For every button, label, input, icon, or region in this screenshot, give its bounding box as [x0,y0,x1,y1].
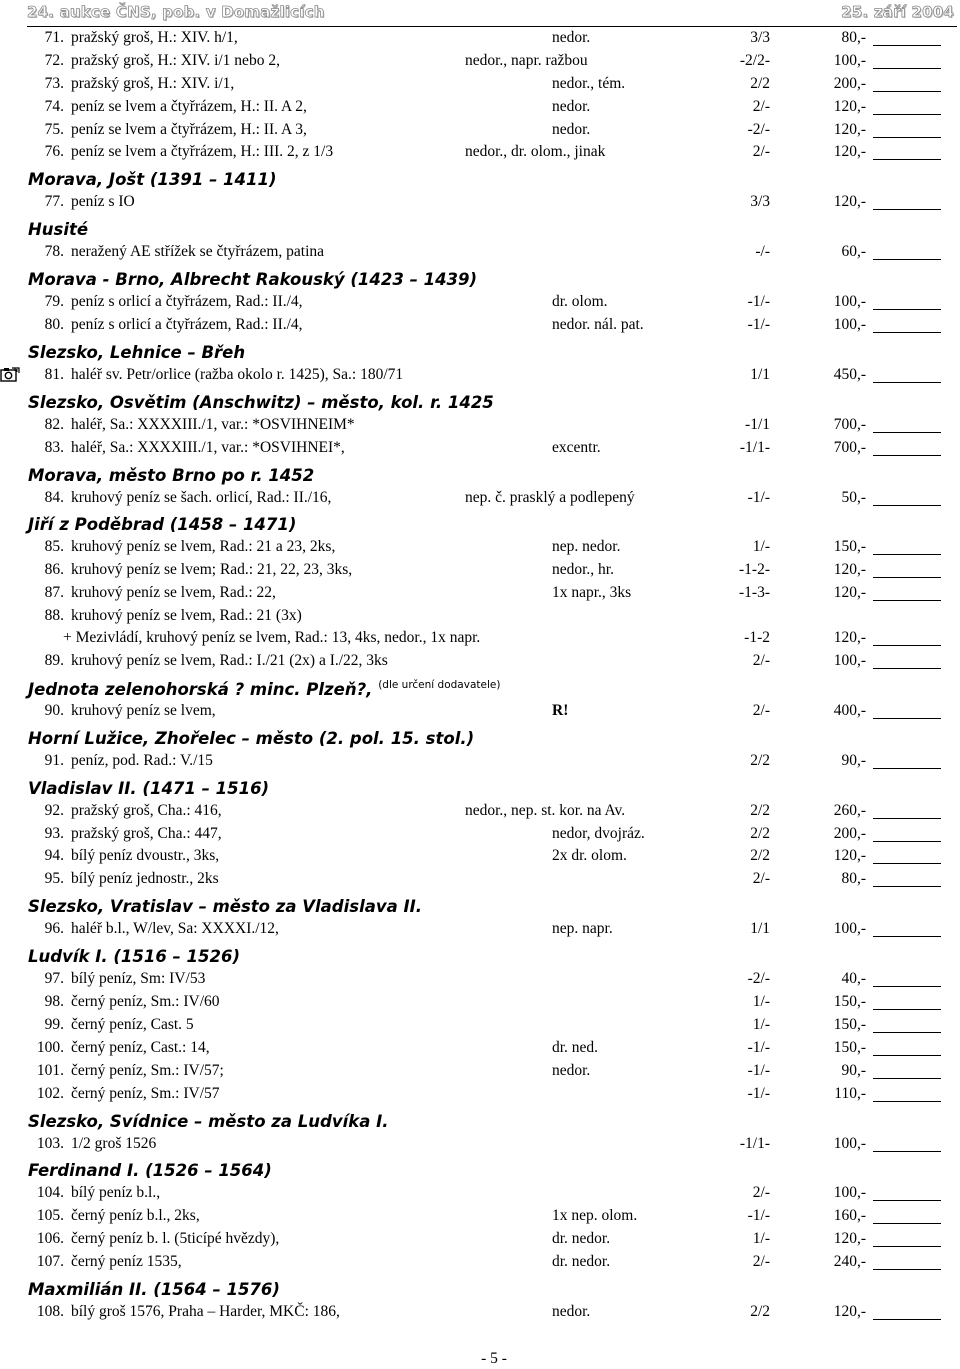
lot-description: kruhový peníz se šach. orlicí, Rad.: II./16, [71,488,332,506]
lot-grade: -1/- [747,293,770,311]
lot-condition: 2x dr. olom. [552,847,627,865]
coin-photo-icon [0,367,20,382]
lot-grade: 2/- [752,97,770,115]
lot-price: 200,- [833,824,866,842]
bid-line[interactable] [873,863,941,864]
lot-description: haléř, Sa.: XXXXIII./1, var.: *OSVIHNEI*, [71,438,345,456]
lot-description: bílý peníz b.l., [71,1184,161,1202]
lot-description: pražský groš, Cha.: 447, [71,824,222,842]
lot-row [0,558,960,581]
bid-line[interactable] [873,818,941,819]
lot-condition: nep. nedor. [552,538,621,556]
lot-price: 100,- [833,920,866,938]
lot-grade: -1/- [747,1061,770,1079]
lot-description: neražený AE střížek se čtyřrázem, patina [71,243,325,261]
lot-grade: -1/1- [739,1134,770,1152]
section-heading [0,672,960,699]
lot-condition: nedor. [552,1061,591,1079]
section-title: Jednota zelenohorská ? minc. Plzeň?, $^{(dle určení dodavatele)}$ [28,678,501,699]
lot-grade: -1/- [747,488,770,506]
lot-grade: -1/- [747,1084,770,1102]
lot-grade: -1/1 [745,415,770,433]
lot-price: 120,- [833,847,866,865]
lot-row [0,699,960,722]
lot-row [0,95,960,118]
lot-row [0,649,960,672]
lot-grade: 2/2 [750,801,770,819]
lot-number: 77. [44,193,64,211]
lot-condition: dr. nedor. [552,1253,611,1271]
lot-row [0,1181,960,1204]
lot-number: 90. [44,701,64,719]
lot-row [0,290,960,313]
lot-description: černý peníz, Sm.: IV/57; [71,1061,224,1079]
section-title: Slezsko, Vratislav – město za Vladislava II. [28,897,423,917]
lot-grade: -1/- [747,1207,770,1225]
lot-row [0,436,960,459]
bid-line[interactable] [873,1200,941,1201]
lot-price: 100,- [833,1184,866,1202]
section-title: Slezsko, Osvětim (Anschwitz) – město, kol. r. 1425 [28,392,494,412]
lot-price: 100,- [833,293,866,311]
lot-grade: 2/2 [750,751,770,769]
lot-grade: -1/1- [739,438,770,456]
section-title: Husité [28,220,89,240]
lot-price: 700,- [833,438,866,456]
lot-price: 90,- [841,751,866,769]
lot-description: černý peníz, Sm.: IV/57 [71,1084,220,1102]
lot-price: 150,- [833,1015,866,1033]
section-heading [0,508,960,535]
lot-grade: 2/2 [750,1302,770,1320]
bid-line[interactable] [873,432,941,433]
lot-number: 107. [36,1253,64,1271]
lot-price: 120,- [833,97,866,115]
lot-row [0,990,960,1013]
section-title: Horní Lužice, Zhořelec – město (2. pol. 15. stol.) [28,728,475,748]
lot-price: 260,- [833,801,866,819]
lot-condition: nedor. [552,1302,591,1320]
lot-addendum-text: + Mezivládí, kruhový peníz se lvem, Rad.: 13, 4ks, nedor., 1x napr. [63,629,481,647]
lot-price: 160,- [833,1207,866,1225]
lot-row [0,1013,960,1036]
lot-number: 83. [44,438,64,456]
lot-price: 120,- [833,629,866,647]
lot-price: 150,- [833,993,866,1011]
lot-condition: 1x nep. olom. [552,1207,638,1225]
lot-number: 88. [44,607,64,625]
lot-row [0,1059,960,1082]
lot-row [0,604,960,627]
lot-description: peníz se lvem a čtyřrázem, H.: II. A 2, [71,97,307,115]
lot-description: černý peníz, Cast.: 14, [71,1038,210,1056]
lot-price: 110,- [834,1084,866,1102]
section-title: Jiří z Poděbrad (1458 – 1471) [28,515,297,535]
lot-description: haléř b.l., W/lev, Sa: XXXXI./12, [71,920,279,938]
section-heading [0,459,960,486]
lot-price: 240,- [833,1253,866,1271]
bid-line[interactable] [873,45,941,46]
lot-number: 86. [44,561,64,579]
bid-line[interactable] [873,1032,941,1033]
lot-grade: 2/2 [750,847,770,865]
lot-grade: 1/- [752,538,770,556]
bid-line[interactable] [873,505,941,506]
lot-row [0,26,960,49]
bid-line[interactable] [873,309,941,310]
section-title: Slezsko, Svídnice – město za Ludvíka I. [28,1111,389,1131]
section-heading [0,1273,960,1300]
lot-row [0,72,960,95]
lot-condition: nedor., nep. st. kor. na Av. [465,801,626,819]
lot-number: 102. [36,1084,64,1102]
lot-addendum [0,627,960,649]
lot-description: bílý peníz dvoustr., 3ks, [71,847,220,865]
lot-row [0,1036,960,1059]
lot-number: 97. [44,970,64,988]
lot-number: 76. [44,143,64,161]
bid-line[interactable] [873,645,941,646]
section-heading [0,1154,960,1181]
lot-grade: 2/- [752,1184,770,1202]
lot-number: 106. [36,1230,64,1248]
lot-number: 100. [36,1038,64,1056]
lot-number: 96. [44,920,64,938]
lot-price: 100,- [833,1134,866,1152]
lot-description: pražský groš, Cha.: 416, [71,801,222,819]
lot-price: 700,- [833,415,866,433]
lot-description: bílý peníz jednostr., 2ks [71,870,219,888]
lot-grade: 1/- [752,993,770,1011]
section-title: Morava - Brno, Albrecht Rakouský (1423 – 1439) [28,270,478,290]
lot-grade: 3/3 [750,193,770,211]
lot-number: 71. [44,29,64,46]
lot-grade: 1/1 [750,365,770,383]
lot-price: 100,- [833,316,866,334]
lot-description: pražský groš, H.: XIV. i/1, [71,74,235,92]
lot-grade: 2/- [752,701,770,719]
lot-grade: -2/2- [739,51,770,69]
lot-price: 150,- [833,538,866,556]
lot-price: 150,- [833,1038,866,1056]
lot-description: kruhový peníz se lvem, Rad.: 21 a 23, 2ks, [71,538,336,556]
bid-line[interactable] [873,554,941,555]
lot-description: bílý groš 1576, Praha – Harder, MKČ: 186, [71,1302,340,1320]
bid-line[interactable] [873,936,941,937]
lot-description: kruhový peníz se lvem, Rad.: I./21 (2x) a I./22, 3ks [71,652,388,670]
lot-condition: nedor, dvojráz. [552,824,645,842]
lot-description: peníz s orlicí a čtyřrázem, Rad.: II./4, [71,316,303,334]
lot-grade: 2/2 [750,824,770,842]
bid-line[interactable] [873,1151,941,1152]
lot-description: pražský groš, H.: XIV. h/1, [71,29,238,46]
lot-number: 93. [44,824,64,842]
lot-grade: 2/- [752,1253,770,1271]
lot-description: černý peníz, Sm.: IV/60 [71,993,220,1011]
lot-description: kruhový peníz se lvem, [71,701,216,719]
lot-number: 99. [44,1015,64,1033]
lot-condition: nedor. nál. pat. [552,316,644,334]
lot-description: pražský groš, H.: XIV. i/1 nebo 2, [71,51,280,69]
bid-line[interactable] [873,382,941,383]
lot-number: 73. [44,74,64,92]
lot-number: 74. [44,97,64,115]
lot-price: 120,- [833,193,866,211]
lot-condition: nedor., napr. ražbou [465,51,588,69]
lot-price: 90,- [841,1061,866,1079]
lot-condition: 1x napr., 3ks [552,584,632,602]
lot-condition: R! [552,701,569,719]
section-title: Maxmilián II. (1564 – 1576) [28,1279,280,1299]
bid-line[interactable] [873,114,941,115]
lot-row [0,49,960,72]
section-heading [0,213,960,240]
header-auction-title: 24. aukce ČNS, pob. v Domažlicích [27,3,325,21]
lot-row [0,313,960,336]
lot-condition: nedor., hr. [552,561,614,579]
lot-grade: 2/- [752,143,770,161]
lot-price: 120,- [833,1302,866,1320]
lot-row [0,822,960,845]
lot-grade: -2/- [747,970,770,988]
bid-line[interactable] [873,1223,941,1224]
lot-row [0,363,960,386]
lot-condition: nedor., dr. olom., jinak [465,143,606,161]
lot-list [0,26,960,1323]
bid-line[interactable] [873,600,941,601]
lot-grade: -1-3- [739,584,770,602]
section-heading [0,722,960,749]
lot-description: černý peníz, Cast. 5 [71,1015,194,1033]
lot-description: peníz se lvem a čtyřrázem, H.: III. 2, z 1/3 [71,143,334,161]
lot-number: 87. [44,584,64,602]
lot-price: 80,- [841,870,866,888]
bid-line[interactable] [873,1009,941,1010]
lot-description: peníz s IO [71,193,135,211]
lot-number: 79. [44,293,64,311]
lot-number: 104. [36,1184,64,1202]
lot-description: haléř, Sa.: XXXXIII./1, var.: *OSVIHNEIM* [71,415,355,433]
bid-line[interactable] [873,577,941,578]
bid-line[interactable] [873,137,941,138]
lot-grade: -1/- [747,316,770,334]
section-title: Morava, Jošt (1391 – 1411) [28,170,277,190]
lot-condition: nedor. [552,29,591,46]
bid-line[interactable] [873,68,941,69]
section-note: (dle určení dodavatele) [378,678,501,691]
lot-grade: 1/- [752,1230,770,1248]
section-heading [0,336,960,363]
lot-number: 80. [44,316,64,334]
lot-row [0,967,960,990]
lot-row [0,118,960,141]
lot-number: 89. [44,652,64,670]
lot-description: kruhový peníz se lvem; Rad.: 21, 22, 23, 3ks, [71,561,353,579]
lot-description: kruhový peníz se lvem, Rad.: 21 (3x) [71,607,302,625]
lot-number: 103. [36,1134,64,1152]
page-number: - 5 - [481,1350,507,1367]
lot-condition: nedor. [552,120,591,138]
bid-line[interactable] [873,1078,941,1079]
bid-line[interactable] [873,1101,941,1102]
bid-line[interactable] [873,768,941,769]
lot-grade: -1-2 [744,629,770,647]
lot-number: 75. [44,120,64,138]
lot-row [0,1204,960,1227]
lot-condition: dr. ned. [552,1038,599,1056]
lot-row [0,581,960,604]
lot-number: 85. [44,538,64,556]
lot-number: 95. [44,870,64,888]
lot-row [0,413,960,436]
lot-number: 98. [44,993,64,1011]
bid-line[interactable] [873,718,941,719]
lot-number: 108. [36,1302,64,1320]
lot-condition: nedor., tém. [552,74,626,92]
lot-number: 94. [44,847,64,865]
lot-price: 120,- [833,561,866,579]
lot-description: bílý peníz, Sm: IV/53 [71,970,206,988]
lot-row [0,1250,960,1273]
section-heading [0,163,960,190]
section-heading [0,1105,960,1132]
lot-description: 1/2 groš 1526 [71,1134,157,1152]
section-heading [0,940,960,967]
bid-line[interactable] [873,1319,941,1320]
lot-price: 40,- [841,970,866,988]
lot-grade: -1/- [747,1038,770,1056]
lot-number: 101. [36,1061,64,1079]
lot-row [0,190,960,213]
bid-line[interactable] [873,668,941,669]
lot-description: kruhový peníz se lvem, Rad.: 22, [71,584,276,602]
section-title: Ferdinand I. (1526 – 1564) [28,1161,272,1181]
bid-line[interactable] [873,455,941,456]
lot-row [0,844,960,867]
lot-price: 120,- [833,143,866,161]
lot-grade: 3/3 [750,29,770,46]
lot-row [0,799,960,822]
lot-description: peníz, pod. Rad.: V./15 [71,751,213,769]
lot-description: haléř sv. Petr/orlice (ražba okolo r. 1425), Sa.: 180/71 [71,365,404,383]
section-heading [0,386,960,413]
lot-row [0,1227,960,1250]
section-heading [0,890,960,917]
bid-line[interactable] [873,91,941,92]
lot-number: 72. [44,51,64,69]
lot-description: peníz s orlicí a čtyřrázem, Rad.: II./4, [71,293,303,311]
header-date: 25. září 2004 [841,3,954,21]
lot-number: 78. [44,243,64,261]
lot-grade: 1/- [752,1015,770,1033]
lot-row [0,1082,960,1105]
lot-description: černý peníz b. l. (5ticípé hvězdy), [71,1230,280,1248]
lot-grade: 2/- [752,652,770,670]
lot-price: 120,- [833,120,866,138]
lot-row [0,535,960,558]
lot-condition: dr. nedor. [552,1230,611,1248]
lot-price: 120,- [833,584,866,602]
lot-condition: dr. olom. [552,293,608,311]
lot-price: 450,- [833,365,866,383]
lot-number: 82. [44,415,64,433]
lot-row [0,140,960,163]
bid-line[interactable] [873,332,941,333]
section-title: Slezsko, Lehnice – Břeh [28,342,246,362]
lot-grade: 2/- [752,870,770,888]
lot-grade: 2/2 [750,74,770,92]
lot-number: 105. [36,1207,64,1225]
lot-condition: excentr. [552,438,601,456]
section-title: Vladislav II. (1471 – 1516) [28,778,270,798]
section-heading [0,263,960,290]
lot-price: 400,- [833,701,866,719]
lot-row [0,486,960,509]
lot-price: 100,- [833,652,866,670]
lot-grade: -2/- [747,120,770,138]
bid-line[interactable] [873,259,941,260]
bid-line[interactable] [873,209,941,210]
bid-line[interactable] [873,1055,941,1056]
lot-grade: -1-2- [739,561,770,579]
lot-price: 80,- [841,29,866,46]
lot-condition: nedor. [552,97,591,115]
lot-description: peníz se lvem a čtyřrázem, H.: II. A 3, [71,120,307,138]
lot-number: 92. [44,801,64,819]
lot-row [0,917,960,940]
lot-row [0,1132,960,1155]
bid-line[interactable] [873,841,941,842]
lot-grade: 1/1 [750,920,770,938]
bid-line[interactable] [873,1269,941,1270]
lot-number: 84. [44,488,64,506]
lot-row [0,1300,960,1323]
section-heading [0,772,960,799]
lot-condition: nep. č. prasklý a podlepený [465,488,635,506]
bid-line[interactable] [873,1246,941,1247]
lot-description: černý peníz b.l., 2ks, [71,1207,200,1225]
lot-price: 200,- [833,74,866,92]
lot-price: 100,- [833,51,866,69]
bid-line[interactable] [873,886,941,887]
lot-description: černý peníz 1535, [71,1253,182,1271]
lot-row [0,240,960,263]
bid-line[interactable] [873,159,941,160]
section-title: Morava, město Brno po r. 1452 [28,465,315,485]
lot-row [0,749,960,772]
lot-row [0,867,960,890]
section-title: Ludvík I. (1516 – 1526) [28,947,241,967]
lot-number: 81. [44,365,64,383]
lot-grade: -/- [755,243,770,261]
lot-condition: nep. napr. [552,920,613,938]
lot-price: 120,- [833,1230,866,1248]
bid-line[interactable] [873,986,941,987]
lot-number: 91. [44,751,64,769]
lot-price: 50,- [841,488,866,506]
lot-price: 60,- [841,243,866,261]
